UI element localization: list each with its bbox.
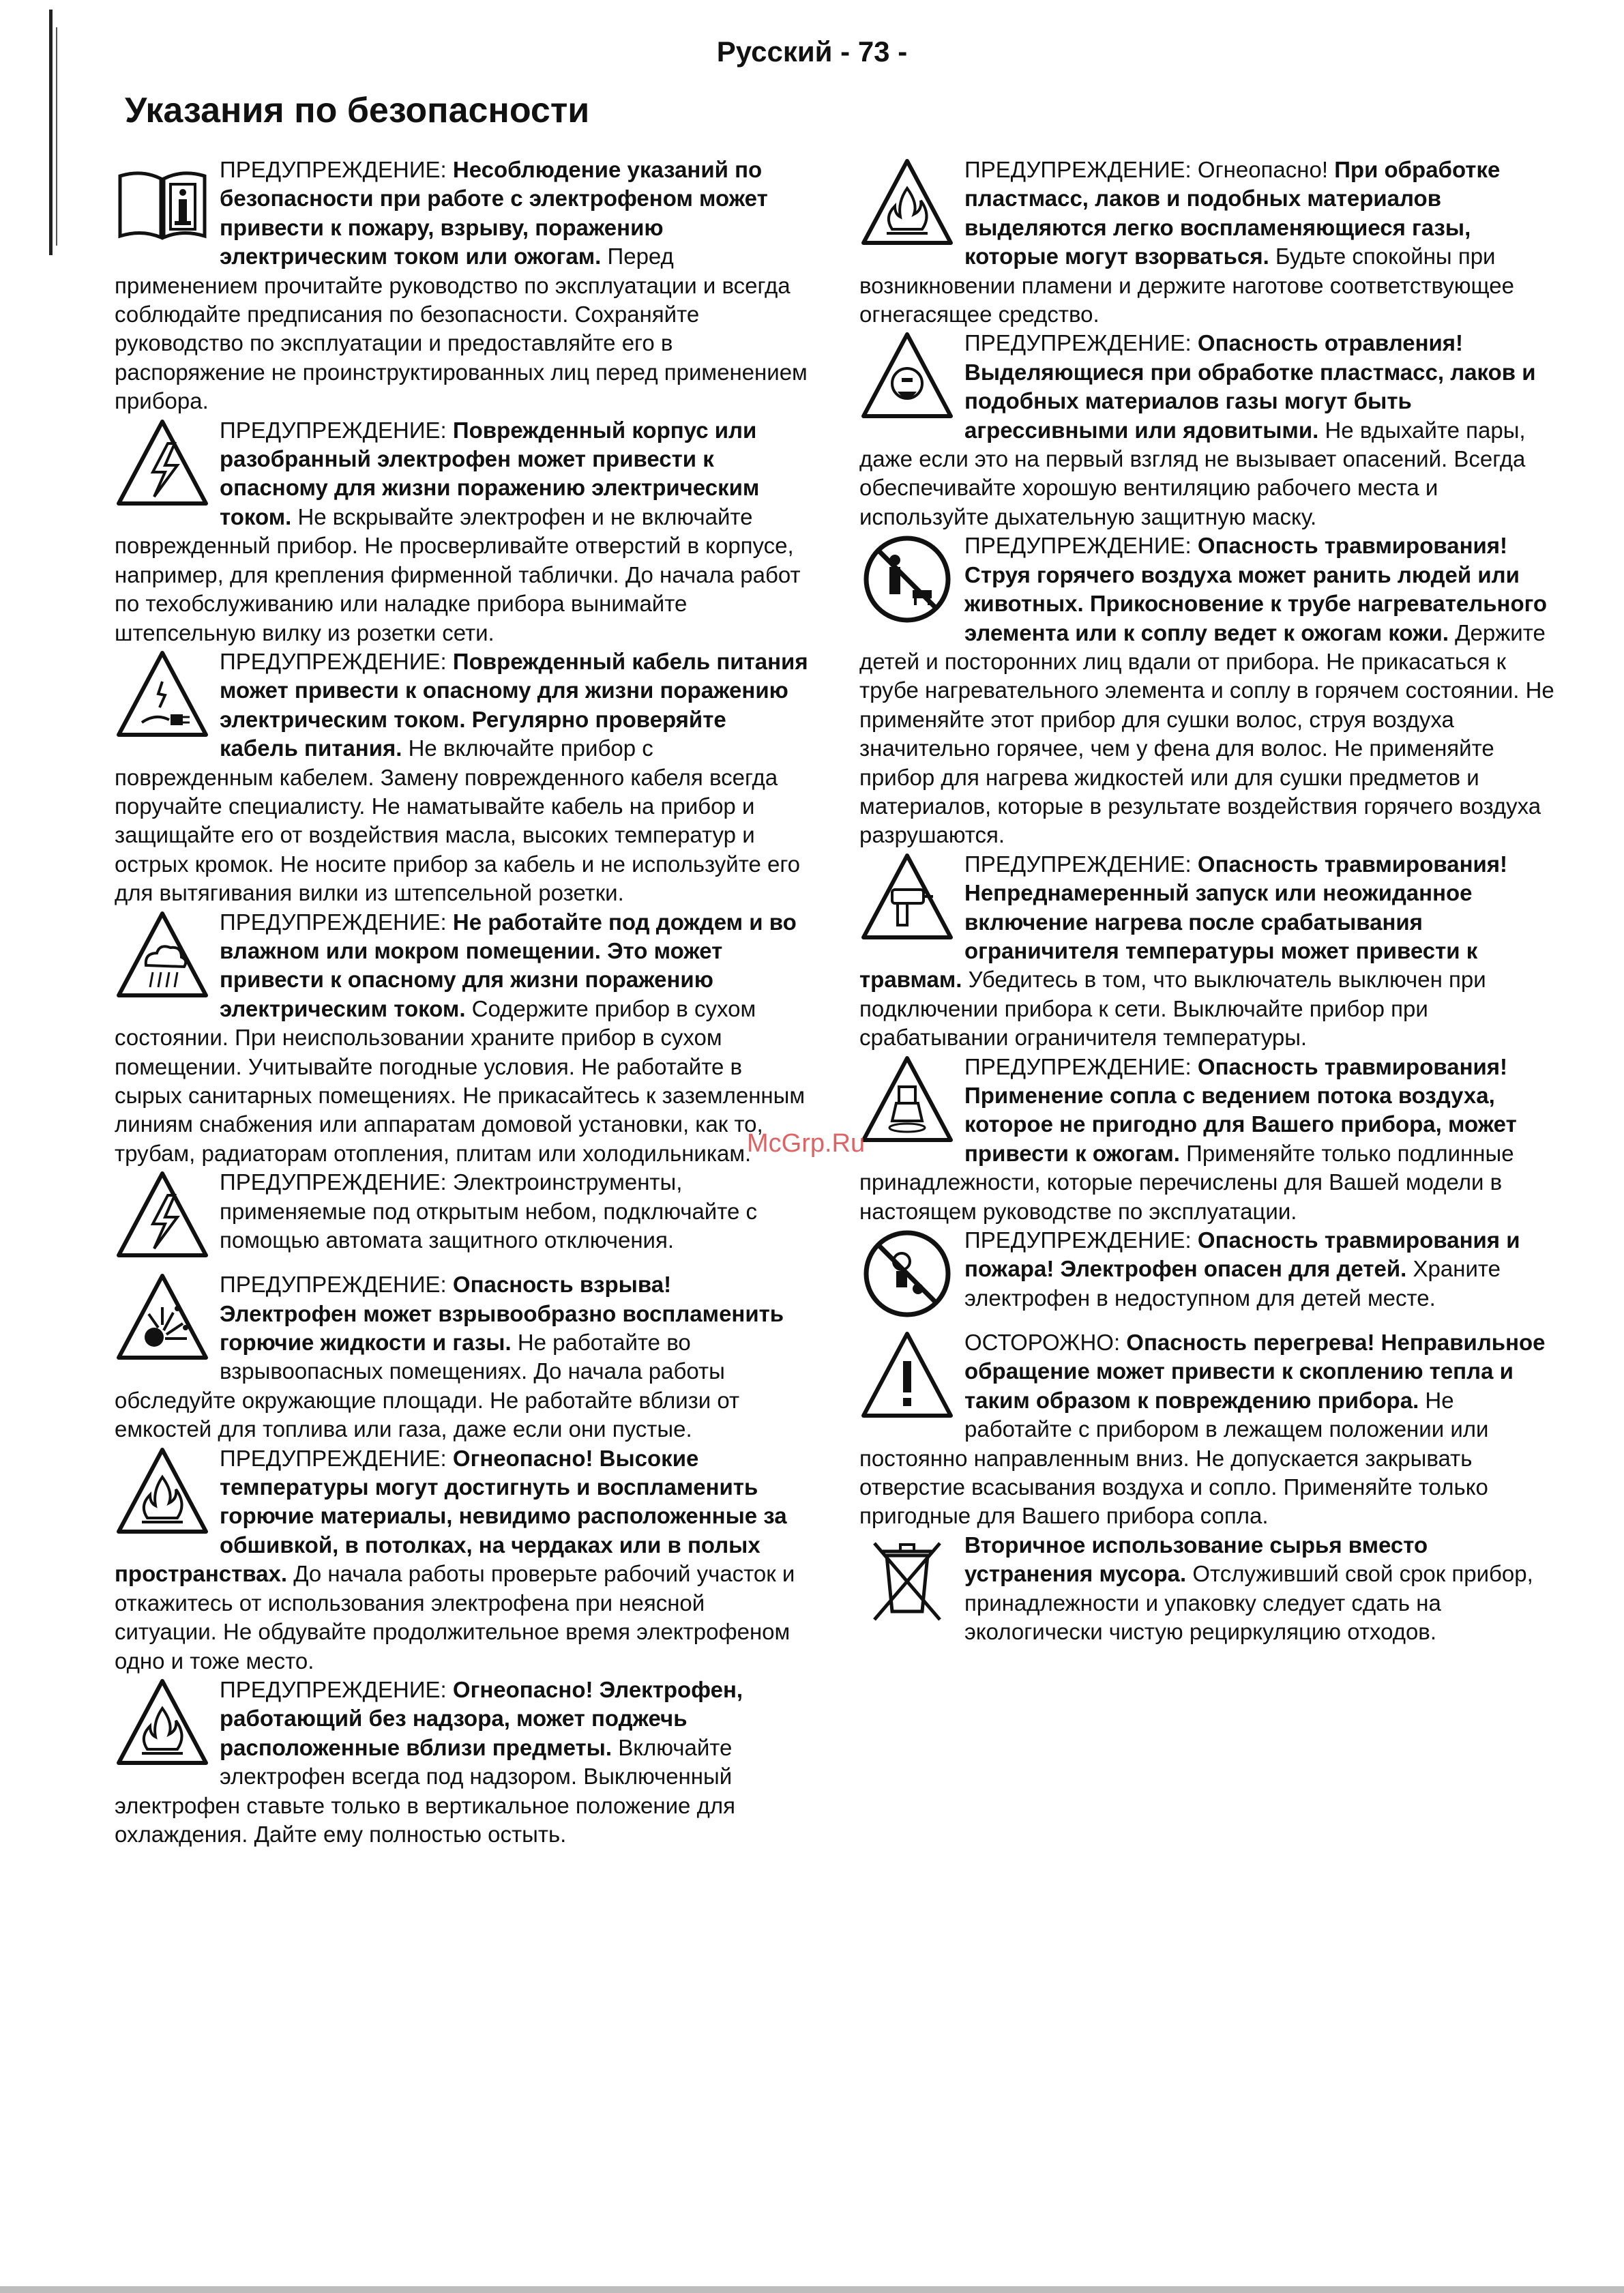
rain-warning-icon [115, 908, 210, 1010]
fire-warning-icon [115, 1676, 210, 1778]
warning-block-flammable-gases [859, 156, 1555, 329]
warning-block-unexpected-start [859, 850, 1555, 1053]
warning-bold: Опасность взрыва! Электрофен может взрывообразно воспламенить горючие жидкости и газы. [220, 1272, 784, 1356]
warning-bold: Опасность травмирования! Применение сопла с ведением потока воздуха, которое не пригодно для Вашего прибора, может привести к ожогам. [964, 1053, 1517, 1166]
warning-text: Отслуживший свой срок прибор, принадлежности и упаковку следует сдать на экологически чистую рециркуляцию отходов. [964, 1561, 1533, 1645]
warning-lead: ПРЕДУПРЕЖДЕНИЕ: [220, 157, 447, 182]
warning-text: Содержите прибор в сухом состоянии. При неиспользовании храните прибор в сухом помещении. Учитывайте погодные условия. Не работайте в сырых санитарных помещениях. Не прикасайтесь к заземленным линиям снабжения или аппаратам домовой установки, как то, трубам, радиаторам отопления, плитам или холодильникам. [115, 995, 806, 1166]
warning-lead: ПРЕДУПРЕЖДЕНИЕ: [220, 1676, 447, 1702]
warning-lead: ПРЕДУПРЕЖДЕНИЕ: [964, 157, 1192, 182]
warning-lead: ПРЕДУПРЕЖДЕНИЕ: [220, 1272, 447, 1298]
warning-bold: Огнеопасно! Высокие температуры могут достигнуть и воспламенить горючие материалы, невидимо расположенные за обшивкой, в потолках, на чердаках или в полых пространствах. [115, 1445, 787, 1587]
warning-lead: ПРЕДУПРЕЖДЕНИЕ: [964, 1227, 1192, 1253]
fire-warning-icon [859, 156, 955, 258]
no-people-animals-icon [859, 531, 955, 634]
warning-text: Храните электрофен в недоступном для детей месте. [964, 1256, 1501, 1311]
warning-text: Будьте спокойны при возникновении пламени и держите наготове соответствующее огнегасящее средство. [859, 244, 1514, 327]
warning-bold: Несоблюдение указаний по безопасности при работе с электрофеном может привести к пожару, взрыву, поражению электрическим током или ожогам. [220, 157, 768, 269]
warning-text: Применяйте только подлинные принадлежности, которые перечислены для Вашей модели в настоящем руководстве по эксплуатации. [859, 1140, 1514, 1224]
fire-warning-icon [115, 1444, 210, 1547]
warning-block-hot-air-injury [859, 531, 1555, 849]
warning-lead: ОСТОРОЖНО: [964, 1330, 1121, 1356]
caution-exclamation-icon [859, 1328, 955, 1431]
respirator-warning-icon [859, 329, 955, 431]
warning-text: Электроинструменты, применяемые под открытым небом, подключайте с помощью автомата защитного отключения. [220, 1169, 758, 1253]
warning-block-overheat [859, 1328, 1555, 1531]
electric-shock-warning-icon [115, 1168, 210, 1270]
crossed-bin-icon [859, 1531, 955, 1633]
warning-block-fire-hidden [115, 1444, 810, 1676]
warning-bold: Опасность травмирования! Струя горячего воздуха может ранить людей или животных. Прикосновение к трубе нагревательного элемента или к соплу ведет к ожогам кожи. [964, 533, 1548, 645]
warning-lead: ПРЕДУПРЕЖДЕНИЕ: [964, 330, 1192, 356]
warning-block-children [859, 1226, 1555, 1328]
warning-block-outdoor [115, 1168, 810, 1270]
warning-lead: ПРЕДУПРЕЖДЕНИЕ: [964, 851, 1192, 877]
warning-bold: Опасность отравления! Выделяющиеся при обработке пластмасс, лаков и подобных материалов газы могут быть агрессивными или ядовитыми. [964, 330, 1536, 443]
page-label: Русский - 73 - [716, 35, 908, 68]
warning-lead: ПРЕДУПРЕЖДЕНИЕ: [220, 417, 447, 443]
warning-block-nozzle [859, 1053, 1555, 1226]
warning-text: Включайте электрофен всегда под надзором. Выключенный электрофен ставьте только в вертикальное положение для охлаждения. Дайте ему полностью остыть. [115, 1734, 735, 1847]
explosion-warning-icon [115, 1270, 210, 1373]
warning-text: Убедитесь в том, что выключатель выключен при подключении прибора к сети. Выключайте прибор при срабатывании ограничителя температуры. [859, 967, 1486, 1051]
warning-lead: ПРЕДУПРЕЖДЕНИЕ: [964, 533, 1192, 559]
warning-bold: Не работайте под дождем и во влажном или мокром помещении. Это может привести к опасному для жизни поражению электрическим током. [220, 909, 797, 1021]
scan-bottom-edge [0, 2286, 1624, 2293]
right-column [859, 156, 1555, 1647]
warning-bold: При обработке пластмасс, лаков и подобных материалов выделяются легко воспламеняющиеся газы, которые могут взорваться. [964, 157, 1501, 269]
warning-lead: ПРЕДУПРЕЖДЕНИЕ: [220, 648, 447, 674]
warning-block-explosion [115, 1270, 810, 1444]
warning-block-rain [115, 908, 810, 1169]
warning-block-cable [115, 647, 810, 908]
warning-bold: Опасность травмирования и пожара! Электрофен опасен для детей. [964, 1227, 1520, 1282]
site-watermark: McGrp.Ru [747, 1129, 866, 1158]
warning-text: Не вдыхайте пары, даже если это на первый взгляд не вызывает опасений. Всегда обеспечивайте хорошую вентиляцию рабочего места и используйте дыхательную защитную маску. [859, 417, 1526, 529]
warning-text: До начала работы проверьте рабочий участок и откажитесь от использования электрофена при неясной ситуации. Не обдувайте продолжительное время электрофеном одно и тоже место. [115, 1561, 795, 1674]
warning-bold: Опасность травмирования! Непреднамеренный запуск или неожиданное включение нагрева после срабатывания ограничителя температуры может привести к травмам. [859, 851, 1508, 993]
warning-block-fire-unattended [115, 1676, 810, 1849]
warning-block-poisoning [859, 329, 1555, 531]
left-column [115, 156, 810, 1849]
warning-lead: ПРЕДУПРЕЖДЕНИЕ: [964, 1053, 1192, 1079]
keep-away-children-icon [859, 1226, 955, 1328]
warning-text: Не работайте с прибором в лежащем положении или постоянно направленным вниз. Не допускается закрывать отверстие всасывания воздуха и сопло. Применяйте только пригодные для Вашего прибора сопла. [859, 1387, 1489, 1529]
electric-shock-warning-icon [115, 416, 210, 519]
warning-bold: Огнеопасно! Электрофен, работающий без надзора, может поджечь расположенные вблизи предметы. [220, 1676, 743, 1760]
warning-lead: ПРЕДУПРЕЖДЕНИЕ: [220, 909, 447, 935]
warning-text: Не вскрывайте электрофен и не включайте поврежденный прибор. Не просверливайте отверстий в корпусе, например, для крепления фирменной таблички. До начала работ по техобслуживанию или наладке прибора вынимайте штепсельную вилку из розетки сети. [115, 503, 801, 645]
warning-text: Не работайте во взрывоопасных помещениях. До начала работы обследуйте окружающие площади. Не работайте вблизи от емкостей для топлива или газа, даже если они пустые. [115, 1330, 740, 1442]
warning-lead: ПРЕДУПРЕЖДЕНИЕ: [220, 1169, 447, 1195]
warning-block-recycling [859, 1531, 1555, 1647]
warning-block-general [115, 156, 810, 416]
warning-bold: Опасность перегрева! Неправильное обращение может привести к скоплению тепла и таким образом к повреждению прибора. [964, 1330, 1546, 1413]
page-title: Указания по безопасности [125, 91, 590, 130]
warning-lead-extra: Огнеопасно! [1197, 157, 1329, 182]
nozzle-warning-icon [859, 1053, 955, 1155]
warning-bold: Вторичное использование сырья вместо устранения мусора. [964, 1532, 1428, 1587]
warning-lead: ПРЕДУПРЕЖДЕНИЕ: [220, 1445, 447, 1471]
manual-info-icon [115, 156, 210, 258]
warning-block-housing [115, 416, 810, 647]
warning-bold: Поврежденный кабель питания может привести к опасному для жизни поражению электрическим током. Регулярно проверяйте кабель питания. [220, 648, 808, 761]
heat-gun-warning-icon [859, 850, 955, 952]
damaged-cable-warning-icon [115, 647, 210, 750]
warning-text: Не включайте прибор с поврежденным кабелем. Замену поврежденного кабеля всегда поручайте специалисту. Не наматывайте кабель на прибор и защищайте его от воздействия масла, высоких температур и острых кромок. Не носите прибор за кабель и не используйте его для вытягивания вилки из штепсельной розетки. [115, 735, 801, 906]
warning-text: Перед применением прочитайте руководство по эксплуатации и всегда соблюдайте предписания по безопасности. Сохраняйте руководство по эксплуатации и предоставляйте его в распоряжение не проинструктированных лиц перед применением прибора. [115, 244, 808, 414]
warning-bold: Поврежденный корпус или разобранный электрофен может привести к опасному для жизни поражению электрическим током. [220, 417, 760, 529]
warning-text: Держите детей и посторонних лиц вдали от прибора. Не прикасаться к трубе нагревательного элемента и соплу в горячем состоянии. Не применяйте этот прибор для сушки волос, струя воздуха значительно горячее, чем у фена для волос. Не применяйте прибор для нагрева жидкостей или для сушки предметов и материалов, которые в результате воздействия горячего воздуха разрушаются. [859, 619, 1554, 848]
